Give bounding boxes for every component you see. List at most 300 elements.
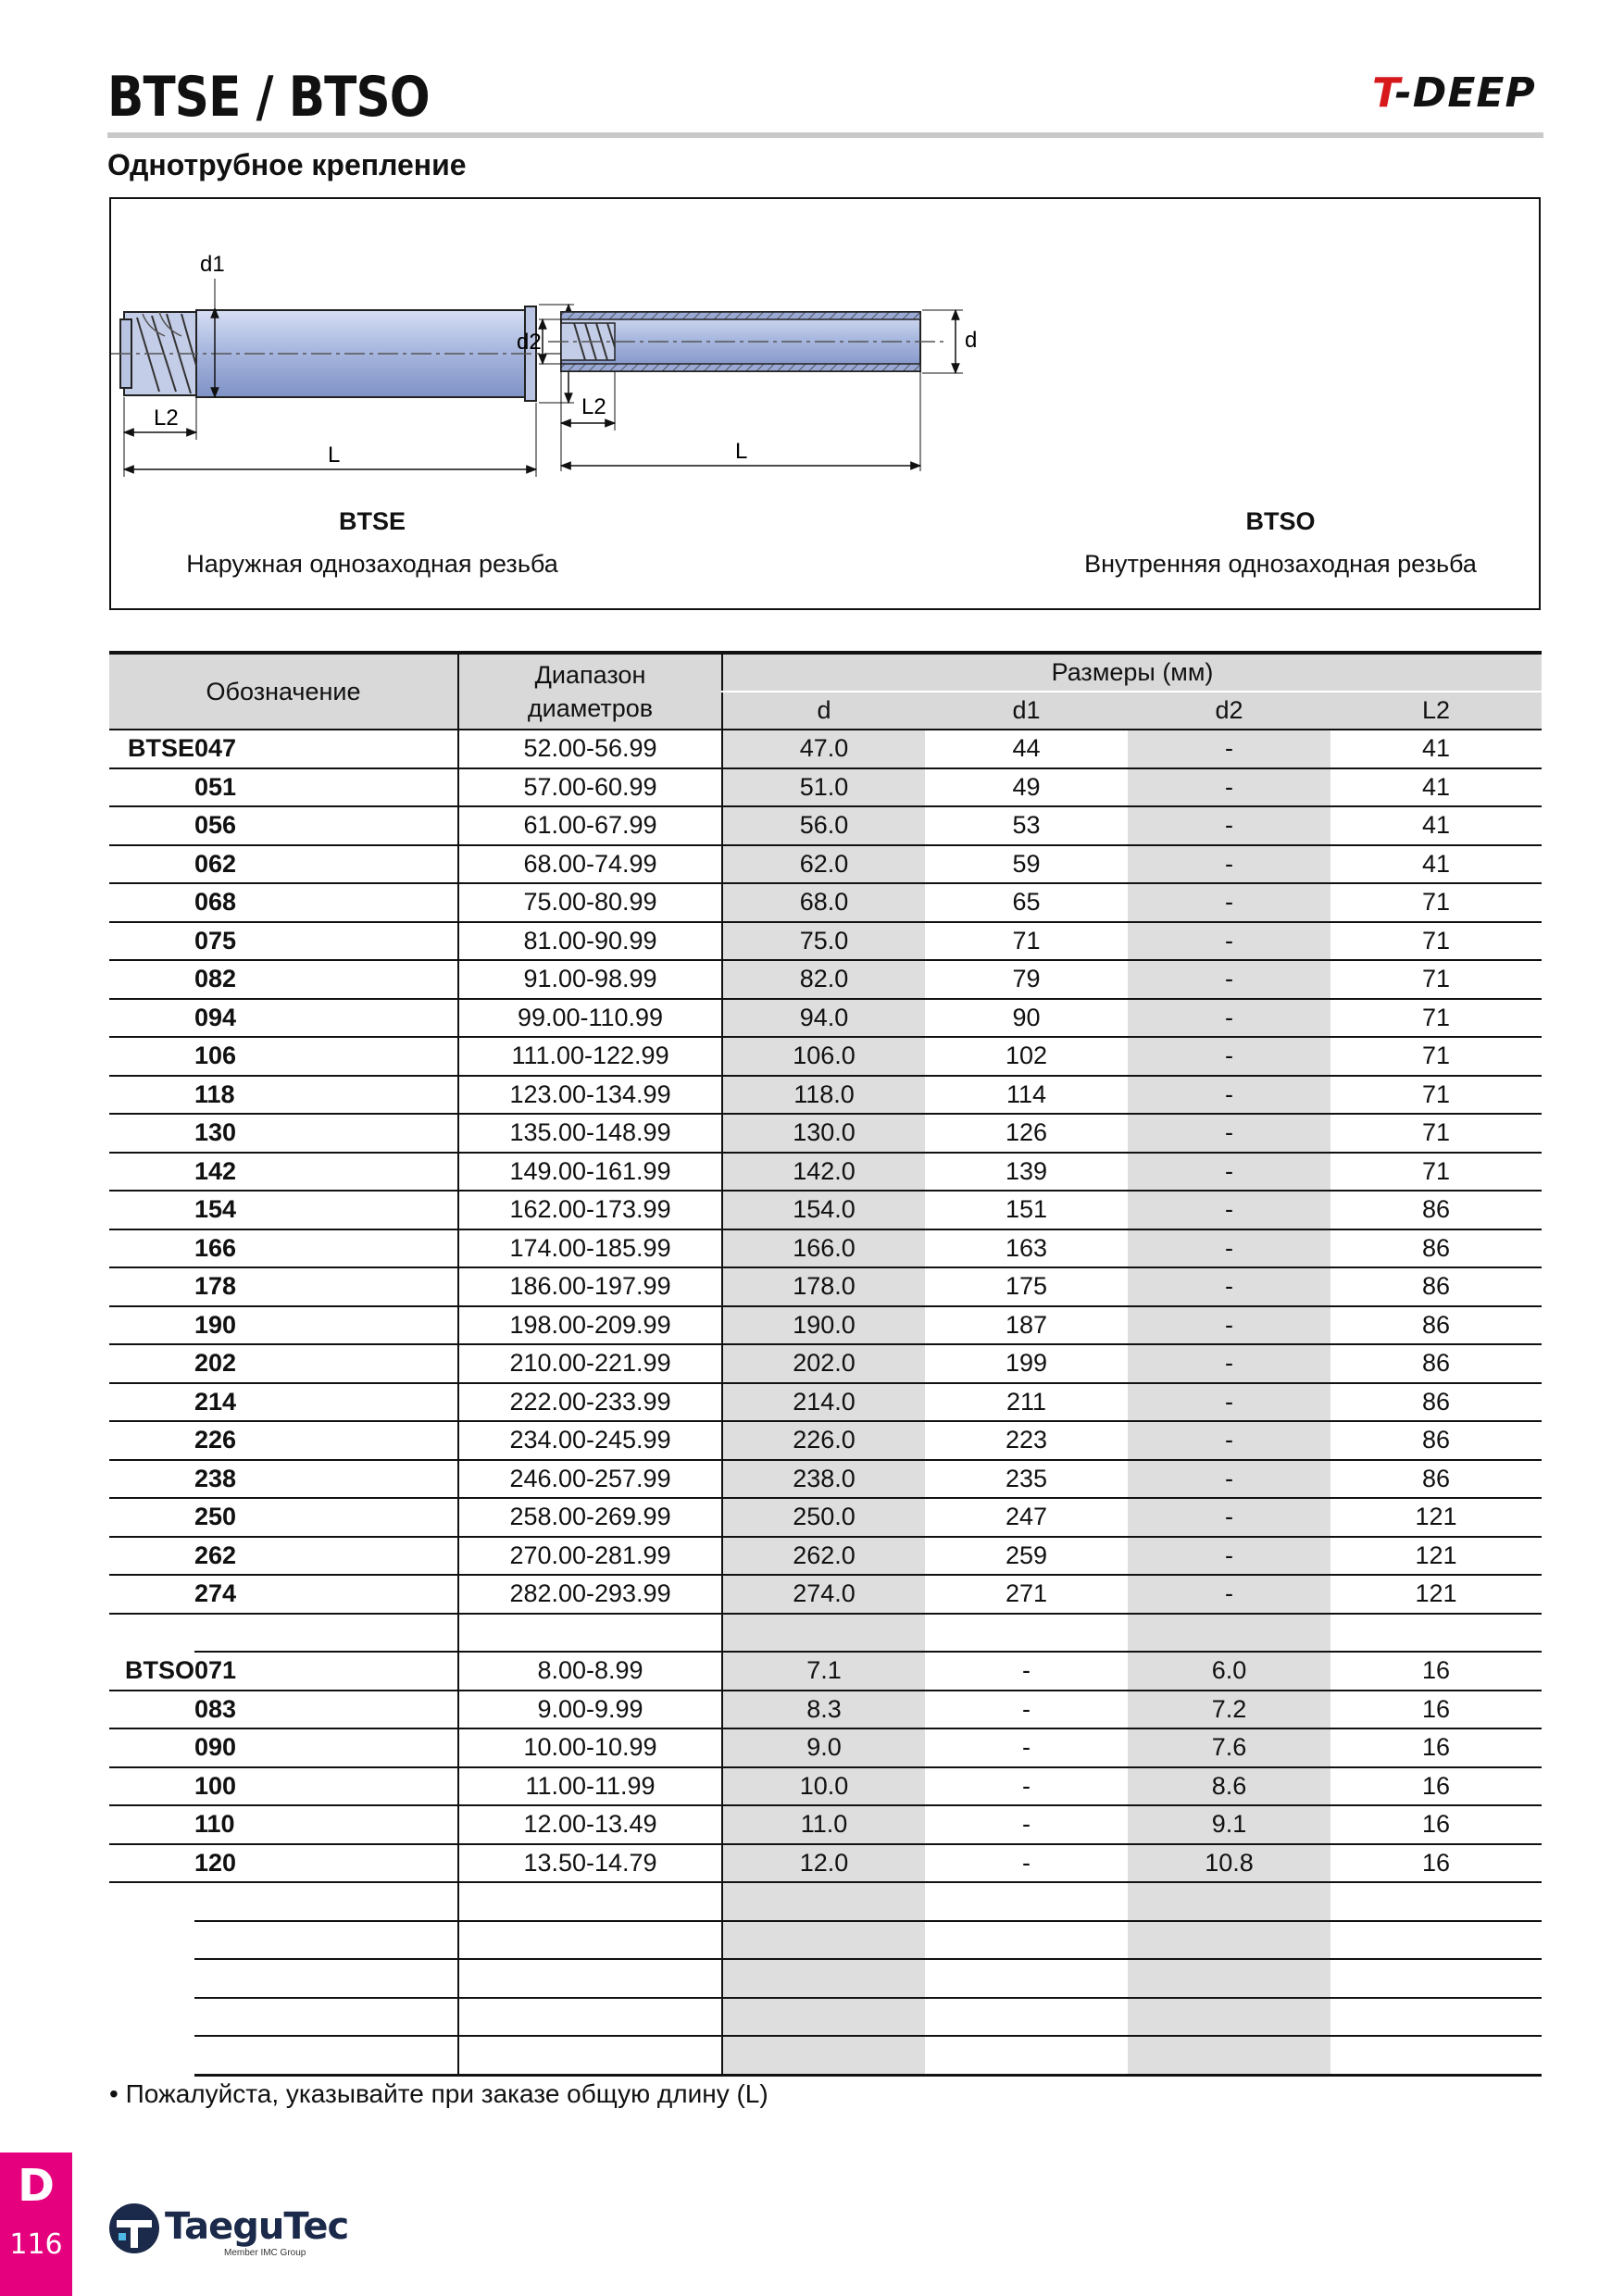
- cell-d: 51.0: [722, 768, 925, 807]
- table-row: [109, 1383, 1542, 1422]
- table-row: [109, 1421, 1542, 1460]
- cell-L2: 121: [1330, 1498, 1542, 1537]
- table-cell-empty: [1128, 1614, 1330, 1653]
- table-cell-empty: [194, 1921, 458, 1960]
- header-designation: Обозначение: [109, 653, 458, 730]
- series-label: [109, 1191, 194, 1229]
- table-cell-empty: [722, 2036, 925, 2075]
- cell-L2: 16: [1330, 1691, 1542, 1729]
- cell-d2: -: [1128, 1460, 1330, 1499]
- cell-d1: 139: [925, 1153, 1128, 1192]
- cell-code: 062: [194, 845, 458, 884]
- table-cell-empty: [1330, 1882, 1542, 1921]
- company-logo: [107, 2202, 348, 2266]
- cell-range: 234.00-245.99: [458, 1421, 722, 1460]
- cell-d: 8.3: [722, 1691, 925, 1729]
- table-row: [109, 1344, 1542, 1383]
- cell-d: 82.0: [722, 960, 925, 999]
- cell-d1: 71: [925, 922, 1128, 961]
- cell-d: 11.0: [722, 1805, 925, 1844]
- cell-L2: 71: [1330, 1076, 1542, 1115]
- cell-d1: 102: [925, 1037, 1128, 1076]
- cell-d: 130.0: [722, 1114, 925, 1153]
- table-cell-empty: [194, 1959, 458, 1998]
- cell-d1: 235: [925, 1460, 1128, 1499]
- table-cell-empty: [1128, 2036, 1330, 2075]
- cell-L2: 86: [1330, 1383, 1542, 1422]
- cell-range: 198.00-209.99: [458, 1306, 722, 1345]
- table-cell-empty: [194, 1882, 458, 1921]
- cell-d1: -: [925, 1652, 1128, 1691]
- cell-d1: 199: [925, 1344, 1128, 1383]
- series-label: [109, 1691, 194, 1729]
- cell-range: 258.00-269.99: [458, 1498, 722, 1537]
- cell-L2: 86: [1330, 1229, 1542, 1268]
- cell-range: 75.00-80.99: [458, 883, 722, 922]
- cell-L2: 16: [1330, 1652, 1542, 1691]
- cell-L2: 16: [1330, 1844, 1542, 1883]
- series-label: [109, 768, 194, 807]
- cell-L2: 121: [1330, 1575, 1542, 1614]
- cell-d1: 187: [925, 1306, 1128, 1345]
- series-label: [109, 845, 194, 884]
- series-label: [109, 1267, 194, 1306]
- series-label: [109, 960, 194, 999]
- cell-range: 270.00-281.99: [458, 1537, 722, 1576]
- cell-d2: -: [1128, 1498, 1330, 1537]
- table-cell-empty: [1330, 2036, 1542, 2075]
- header-rule: [107, 132, 1543, 138]
- btse-caption: Наружная однозаходная резьба: [186, 550, 558, 578]
- cell-d2: -: [1128, 1383, 1330, 1422]
- cell-code: 094: [194, 999, 458, 1038]
- series-label: [109, 1229, 194, 1268]
- series-label: [109, 999, 194, 1038]
- cell-code: 226: [194, 1421, 458, 1460]
- cell-d: 56.0: [722, 806, 925, 845]
- table-cell-empty: [109, 1921, 194, 1960]
- cell-range: 99.00-110.99: [458, 999, 722, 1038]
- cell-d: 238.0: [722, 1460, 925, 1499]
- series-label: [109, 1537, 194, 1576]
- cell-d2: -: [1128, 1306, 1330, 1345]
- series-label: [109, 922, 194, 961]
- section-letter: D: [18, 2160, 55, 2212]
- table-row: [109, 1498, 1542, 1537]
- table-cell-empty: [925, 1882, 1128, 1921]
- cell-d2: -: [1128, 1191, 1330, 1229]
- btso-drawing: [517, 310, 977, 471]
- btse-drawing: [111, 252, 593, 477]
- cell-d: 9.0: [722, 1728, 925, 1767]
- table-row-empty: [109, 1882, 1542, 1921]
- table-row-empty: [109, 1921, 1542, 1960]
- table-cell-empty: [109, 1614, 194, 1653]
- table-cell-empty: [458, 1882, 722, 1921]
- table-cell-empty: [109, 1959, 194, 1998]
- company-name: TaeguTec: [165, 2205, 349, 2248]
- cell-range: 246.00-257.99: [458, 1460, 722, 1499]
- cell-d2: -: [1128, 960, 1330, 999]
- brand-prefix: T: [1372, 69, 1395, 117]
- cell-d: 75.0: [722, 922, 925, 961]
- table-row: [109, 1767, 1542, 1806]
- series-label: BTSE: [109, 730, 194, 768]
- table-row: [109, 1114, 1542, 1153]
- table-cell-empty: [722, 1959, 925, 1998]
- cell-range: 123.00-134.99: [458, 1076, 722, 1115]
- section-tab: [0, 2152, 72, 2296]
- cell-range: 11.00-11.99: [458, 1767, 722, 1806]
- cell-L2: 86: [1330, 1421, 1542, 1460]
- series-label: [109, 1037, 194, 1076]
- cell-d2: 6.0: [1128, 1652, 1330, 1691]
- cell-code: 154: [194, 1191, 458, 1229]
- cell-d: 226.0: [722, 1421, 925, 1460]
- cell-d1: 90: [925, 999, 1128, 1038]
- cell-range: 9.00-9.99: [458, 1691, 722, 1729]
- table-row: [109, 1306, 1542, 1345]
- table-cell-empty: [109, 1882, 194, 1921]
- cell-d: 106.0: [722, 1037, 925, 1076]
- cell-d1: 271: [925, 1575, 1128, 1614]
- table-cell-empty: [722, 1998, 925, 2037]
- cell-d: 118.0: [722, 1076, 925, 1115]
- cell-L2: 86: [1330, 1344, 1542, 1383]
- cell-d: 190.0: [722, 1306, 925, 1345]
- series-label: [109, 806, 194, 845]
- cell-d2: -: [1128, 1575, 1330, 1614]
- series-label: [109, 1344, 194, 1383]
- label-d-btso: d: [965, 328, 978, 353]
- taegutec-mark-icon: [107, 2202, 161, 2255]
- table-cell-empty: [194, 1614, 458, 1653]
- table-cell-empty: [1128, 1882, 1330, 1921]
- label-L2: L2: [154, 406, 179, 430]
- table-row: [109, 1537, 1542, 1576]
- cell-d: 12.0: [722, 1844, 925, 1883]
- cell-d: 274.0: [722, 1575, 925, 1614]
- table-row: [109, 1037, 1542, 1076]
- cell-d2: -: [1128, 845, 1330, 884]
- table-cell-empty: [109, 2036, 194, 2075]
- cell-code: 083: [194, 1691, 458, 1729]
- cell-d1: 223: [925, 1421, 1128, 1460]
- table-row: [109, 1805, 1542, 1844]
- cell-L2: 16: [1330, 1805, 1542, 1844]
- table-row: [109, 922, 1542, 961]
- cell-d: 202.0: [722, 1344, 925, 1383]
- figure-panel: [109, 197, 1541, 610]
- series-label: [109, 1460, 194, 1499]
- cell-L2: 71: [1330, 1153, 1542, 1192]
- cell-code: 106: [194, 1037, 458, 1076]
- cell-code: 100: [194, 1767, 458, 1806]
- cell-code: 090: [194, 1728, 458, 1767]
- table-row-empty: [109, 1998, 1542, 2037]
- brand-logo: [1372, 70, 1536, 117]
- series-label: [109, 1421, 194, 1460]
- cell-L2: 41: [1330, 730, 1542, 768]
- cell-d1: -: [925, 1844, 1128, 1883]
- cell-d2: -: [1128, 1267, 1330, 1306]
- cell-d2: -: [1128, 1037, 1330, 1076]
- cell-range: 57.00-60.99: [458, 768, 722, 807]
- header-dims: Размеры (мм): [722, 653, 1542, 692]
- header-d: d: [722, 692, 925, 730]
- btso-caption: Внутренняя однозаходная резьба: [1084, 550, 1477, 578]
- table-row: [109, 1229, 1542, 1268]
- cell-code: 071: [194, 1652, 458, 1691]
- table-cell-empty: [722, 1614, 925, 1653]
- cell-code: 047: [194, 730, 458, 768]
- spec-table-body: [109, 730, 1542, 2075]
- cell-d1: -: [925, 1767, 1128, 1806]
- cell-d1: 126: [925, 1114, 1128, 1153]
- table-row: [109, 730, 1542, 768]
- cell-d2: 7.2: [1128, 1691, 1330, 1729]
- cell-code: 190: [194, 1306, 458, 1345]
- cell-code: 075: [194, 922, 458, 961]
- cell-code: 068: [194, 883, 458, 922]
- cell-d2: -: [1128, 1537, 1330, 1576]
- series-label: [109, 1575, 194, 1614]
- cell-code: 130: [194, 1114, 458, 1153]
- table-row: [109, 1460, 1542, 1499]
- cell-code: 056: [194, 806, 458, 845]
- cell-d2: 8.6: [1128, 1767, 1330, 1806]
- cell-d1: 211: [925, 1383, 1128, 1422]
- cell-d: 154.0: [722, 1191, 925, 1229]
- cell-code: 118: [194, 1076, 458, 1115]
- cell-d2: -: [1128, 999, 1330, 1038]
- cell-range: 222.00-233.99: [458, 1383, 722, 1422]
- cell-d2: -: [1128, 1344, 1330, 1383]
- table-cell-empty: [458, 1921, 722, 1960]
- table-cell-empty: [109, 1998, 194, 2037]
- cell-d1: 44: [925, 730, 1128, 768]
- cell-L2: 41: [1330, 806, 1542, 845]
- cell-d1: 59: [925, 845, 1128, 884]
- series-label: [109, 883, 194, 922]
- table-row: [109, 1728, 1542, 1767]
- table-cell-empty: [925, 1921, 1128, 1960]
- cell-d: 68.0: [722, 883, 925, 922]
- page-number: 116: [9, 2228, 63, 2261]
- cell-d: 250.0: [722, 1498, 925, 1537]
- series-label: [109, 1844, 194, 1883]
- btse-name: BTSE: [338, 507, 406, 535]
- brand-rest: -DEEP: [1394, 69, 1536, 117]
- cell-L2: 71: [1330, 999, 1542, 1038]
- cell-L2: 71: [1330, 922, 1542, 961]
- cell-range: 61.00-67.99: [458, 806, 722, 845]
- table-row: [109, 768, 1542, 807]
- table-row: [109, 960, 1542, 999]
- table-row: [109, 1844, 1542, 1883]
- table-cell-empty: [925, 1959, 1128, 1998]
- cell-L2: 86: [1330, 1191, 1542, 1229]
- cell-d1: -: [925, 1728, 1128, 1767]
- cell-code: 274: [194, 1575, 458, 1614]
- cell-range: 13.50-14.79: [458, 1844, 722, 1883]
- table-row-empty: [109, 1614, 1542, 1653]
- label-d1: d1: [200, 252, 225, 277]
- cell-range: 91.00-98.99: [458, 960, 722, 999]
- cell-L2: 121: [1330, 1537, 1542, 1576]
- cell-d1: 114: [925, 1076, 1128, 1115]
- cell-L2: 86: [1330, 1267, 1542, 1306]
- cell-d2: -: [1128, 806, 1330, 845]
- table-cell-empty: [925, 1614, 1128, 1653]
- cell-d: 62.0: [722, 845, 925, 884]
- cell-code: 051: [194, 768, 458, 807]
- cell-d2: -: [1128, 1114, 1330, 1153]
- table-row-empty: [109, 2036, 1542, 2075]
- cell-d1: 53: [925, 806, 1128, 845]
- table-cell-empty: [1128, 1998, 1330, 2037]
- series-label: [109, 1306, 194, 1345]
- table-cell-empty: [722, 1921, 925, 1960]
- cell-d: 7.1: [722, 1652, 925, 1691]
- cell-L2: 86: [1330, 1306, 1542, 1345]
- table-cell-empty: [1330, 1921, 1542, 1960]
- table-cell-empty: [458, 2036, 722, 2075]
- cell-code: 166: [194, 1229, 458, 1268]
- series-label: [109, 1076, 194, 1115]
- cell-L2: 16: [1330, 1728, 1542, 1767]
- cell-d2: -: [1128, 730, 1330, 768]
- label-d2: d2: [517, 330, 542, 355]
- cell-d2: 9.1: [1128, 1805, 1330, 1844]
- cell-range: 10.00-10.99: [458, 1728, 722, 1767]
- cell-d: 214.0: [722, 1383, 925, 1422]
- cell-d2: -: [1128, 768, 1330, 807]
- header-d2: d2: [1128, 692, 1330, 730]
- table-row: [109, 1153, 1542, 1192]
- cell-L2: 16: [1330, 1767, 1542, 1806]
- page-subtitle: Однотрубное крепление: [107, 148, 467, 181]
- cell-d1: 259: [925, 1537, 1128, 1576]
- cell-range: 186.00-197.99: [458, 1267, 722, 1306]
- page-title: BTSE / BTSO: [107, 65, 430, 130]
- cell-range: 174.00-185.99: [458, 1229, 722, 1268]
- cell-d1: -: [925, 1805, 1128, 1844]
- cell-d: 10.0: [722, 1767, 925, 1806]
- cell-d2: -: [1128, 922, 1330, 961]
- table-cell-empty: [458, 1998, 722, 2037]
- series-label: [109, 1805, 194, 1844]
- cell-code: 082: [194, 960, 458, 999]
- cell-range: 81.00-90.99: [458, 922, 722, 961]
- header-L2: L2: [1330, 692, 1542, 730]
- cell-range: 149.00-161.99: [458, 1153, 722, 1192]
- cell-d2: -: [1128, 1153, 1330, 1192]
- table-cell-empty: [925, 1998, 1128, 2037]
- cell-d: 178.0: [722, 1267, 925, 1306]
- table-cell-empty: [925, 2036, 1128, 2075]
- cell-code: 110: [194, 1805, 458, 1844]
- cell-L2: 71: [1330, 960, 1542, 999]
- cell-L2: 71: [1330, 883, 1542, 922]
- table-row: [109, 1691, 1542, 1729]
- cell-d: 94.0: [722, 999, 925, 1038]
- series-label: [109, 1383, 194, 1422]
- table-row: [109, 1652, 1542, 1691]
- header-d1: d1: [925, 692, 1128, 730]
- table-cell-empty: [1330, 1998, 1542, 2037]
- cell-code: 120: [194, 1844, 458, 1883]
- label-L: L: [328, 443, 341, 468]
- cell-d2: -: [1128, 883, 1330, 922]
- series-label: [109, 1767, 194, 1806]
- table-cell-empty: [722, 1882, 925, 1921]
- cell-d1: 49: [925, 768, 1128, 807]
- cell-range: 162.00-173.99: [458, 1191, 722, 1229]
- cell-range: 68.00-74.99: [458, 845, 722, 884]
- label-L2-btso: L2: [581, 394, 606, 419]
- cell-d: 262.0: [722, 1537, 925, 1576]
- table-row: [109, 1076, 1542, 1115]
- series-label: BTSO: [109, 1652, 194, 1691]
- cell-d1: 247: [925, 1498, 1128, 1537]
- cell-d2: 10.8: [1128, 1844, 1330, 1883]
- series-label: [109, 1498, 194, 1537]
- cell-code: 178: [194, 1267, 458, 1306]
- cell-L2: 86: [1330, 1460, 1542, 1499]
- cell-d: 47.0: [722, 730, 925, 768]
- cell-code: 214: [194, 1383, 458, 1422]
- cell-code: 202: [194, 1344, 458, 1383]
- cell-code: 262: [194, 1537, 458, 1576]
- cell-L2: 71: [1330, 1114, 1542, 1153]
- series-label: [109, 1114, 194, 1153]
- cell-d: 142.0: [722, 1153, 925, 1192]
- cell-range: 8.00-8.99: [458, 1652, 722, 1691]
- cell-code: 142: [194, 1153, 458, 1192]
- company-member: Member IMC Group: [224, 2248, 306, 2258]
- cell-d2: -: [1128, 1421, 1330, 1460]
- btso-name: BTSO: [1245, 507, 1316, 535]
- cell-L2: 41: [1330, 845, 1542, 884]
- cell-range: 282.00-293.99: [458, 1575, 722, 1614]
- table-row-empty: [109, 1959, 1542, 1998]
- order-note: • Пожалуйста, указывайте при заказе общую длину (L): [109, 2079, 768, 2108]
- table-row: [109, 1191, 1542, 1229]
- table-row: [109, 999, 1542, 1038]
- cell-d2: -: [1128, 1076, 1330, 1115]
- cell-code: 250: [194, 1498, 458, 1537]
- cell-range: 210.00-221.99: [458, 1344, 722, 1383]
- table-cell-empty: [1330, 1959, 1542, 1998]
- cell-d1: 163: [925, 1229, 1128, 1268]
- table-cell-empty: [1330, 1614, 1542, 1653]
- cell-d2: 7.6: [1128, 1728, 1330, 1767]
- series-label: [109, 1153, 194, 1192]
- spec-table: [109, 651, 1542, 2077]
- cell-L2: 71: [1330, 1037, 1542, 1076]
- header-range: Диапазон диаметров: [458, 653, 722, 730]
- table-cell-empty: [194, 2036, 458, 2075]
- cell-range: 135.00-148.99: [458, 1114, 722, 1153]
- cell-d1: -: [925, 1691, 1128, 1729]
- cell-d: 166.0: [722, 1229, 925, 1268]
- cell-code: 238: [194, 1460, 458, 1499]
- series-label: [109, 1728, 194, 1767]
- cell-d1: 151: [925, 1191, 1128, 1229]
- table-row: [109, 1575, 1542, 1614]
- label-L-btso: L: [735, 439, 748, 464]
